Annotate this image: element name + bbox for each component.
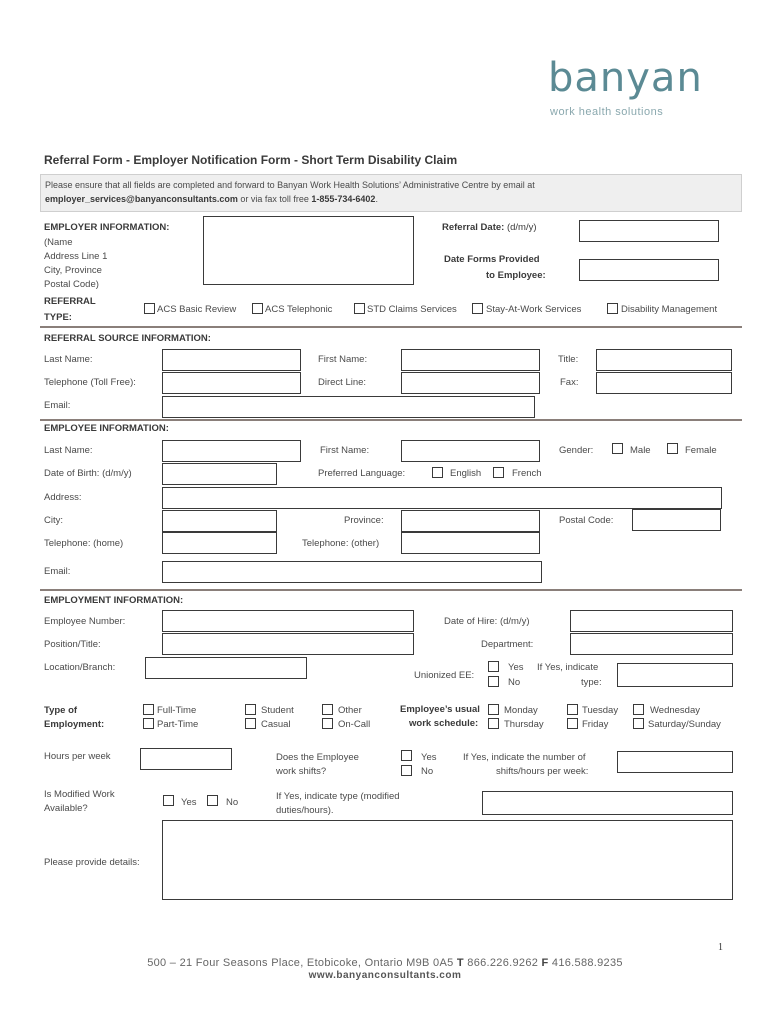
position-field[interactable] [162,633,414,655]
acs-telephonic-label: ACS Telephonic [265,304,333,315]
thursday-checkbox[interactable] [488,718,499,729]
ref-direct-line-field[interactable] [401,372,540,394]
tuesday-checkbox[interactable] [567,704,578,715]
union-type-label-1: If Yes, indicate [537,662,599,673]
unionized-yes-label: Yes [508,662,524,673]
details-label: Please provide details: [44,857,140,868]
shifts-number-field[interactable] [617,751,733,773]
other-checkbox[interactable] [322,704,333,715]
union-type-label-2: type: [581,677,602,688]
employee-heading: EMPLOYEE INFORMATION: [44,423,169,434]
ref-first-name-label: First Name: [318,354,368,365]
modified-yes-checkbox[interactable] [163,795,174,806]
ref-telephone-field[interactable] [162,372,301,394]
city-label: City: [44,515,63,526]
hire-date-field[interactable] [570,610,733,632]
province-field[interactable] [401,510,540,532]
casual-checkbox[interactable] [245,718,256,729]
modified-label-1: Is Modified Work [44,789,115,800]
position-label: Position/Title: [44,639,101,650]
employer-name-hint: (Name [44,237,73,248]
shifts-no-checkbox[interactable] [401,765,412,776]
union-type-field[interactable] [617,663,733,687]
shifts-number-label-2: shifts/hours per week: [496,766,589,777]
usual-schedule-label-2: work schedule: [409,718,479,729]
stay-at-work-label: Stay-At-Work Services [486,304,582,315]
emp-email-label: Email: [44,566,71,577]
tel-home-field[interactable] [162,532,277,554]
modified-yes-label: Yes [181,797,197,808]
province-label: Province: [344,515,384,526]
department-label: Department: [481,639,534,650]
type-of-label-1: Type of [44,705,78,716]
disability-mgmt-checkbox[interactable] [607,303,618,314]
address-label: Address: [44,492,82,503]
on-call-checkbox[interactable] [322,718,333,729]
dob-label: Date of Birth: (d/m/y) [44,468,132,479]
ref-email-field[interactable] [162,396,535,418]
section-divider [40,419,742,421]
modified-no-label: No [226,797,239,808]
instructions-contact: employer_services@banyanconsultants.com or via fax toll free 1-855-734-6402. [45,194,378,204]
dob-field[interactable] [162,463,277,485]
acs-basic-checkbox[interactable] [144,303,155,314]
ref-fax-label: Fax: [560,377,579,388]
ref-fax-field[interactable] [596,372,732,394]
emp-first-name-field[interactable] [401,440,540,462]
shifts-yes-label: Yes [421,752,437,763]
ref-last-name-label: Last Name: [44,354,93,365]
type-of-label-2: Employment: [44,719,105,730]
hours-label: Hours per week [44,751,111,762]
emp-number-label: Employee Number: [44,616,126,627]
postal-field[interactable] [632,509,721,531]
acs-telephonic-checkbox[interactable] [252,303,263,314]
stay-at-work-checkbox[interactable] [472,303,483,314]
modified-type-label-1: If Yes, indicate type (modified [276,791,400,802]
hire-date-label: Date of Hire: (d/m/y) [444,616,530,627]
gender-label: Gender: [559,445,594,456]
email-link[interactable]: employer_services@banyanconsultants.com [45,194,238,204]
details-field[interactable] [162,820,733,900]
female-label: Female [685,445,717,456]
postal-label: Postal Code: [559,515,614,526]
employer-address-hint: Address Line 1 [44,251,108,262]
ref-email-label: Email: [44,400,71,411]
referral-date-field[interactable] [579,220,719,242]
wednesday-label: Wednesday [650,705,700,716]
modified-type-field[interactable] [482,791,733,815]
ref-last-name-field[interactable] [162,349,301,371]
footer-website[interactable]: www.banyanconsultants.com [308,970,462,981]
shifts-label-2: work shifts? [276,766,327,777]
emp-last-name-field[interactable] [162,440,301,462]
emp-number-field[interactable] [162,610,414,632]
friday-label: Friday [582,719,609,730]
friday-checkbox[interactable] [567,718,578,729]
monday-label: Monday [504,705,538,716]
other-label: Other [338,705,362,716]
instructions-text: Please ensure that all fields are completed and forward to Banyan Work Health Solutions’ Administrative Centre by email at [45,180,535,190]
thursday-label: Thursday [504,719,544,730]
usual-schedule-label-1: Employee’s usual [400,704,480,715]
ref-title-field[interactable] [596,349,732,371]
employer-heading: EMPLOYER INFORMATION: [44,222,170,233]
address-field[interactable] [162,487,722,509]
employer-postal-hint: Postal Code) [44,279,99,290]
part-time-label: Part-Time [157,719,199,730]
monday-checkbox[interactable] [488,704,499,715]
acs-basic-label: ACS Basic Review [157,304,237,315]
referral-source-heading: REFERRAL SOURCE INFORMATION: [44,333,211,344]
hours-field[interactable] [140,748,232,770]
male-checkbox[interactable] [612,443,623,454]
wednesday-checkbox[interactable] [633,704,644,715]
modified-type-label-2: duties/hours). [276,805,334,816]
std-claims-checkbox[interactable] [354,303,365,314]
female-checkbox[interactable] [667,443,678,454]
language-label: Preferred Language: [318,468,406,479]
male-label: Male [630,445,651,456]
logo-wordmark: banyan [548,55,703,101]
ref-direct-line-label: Direct Line: [318,377,367,388]
part-time-checkbox[interactable] [143,718,154,729]
instructions-banner [40,174,742,212]
modified-label-2: Available? [44,803,88,814]
referral-type-label-2: TYPE: [44,312,72,323]
ref-telephone-label: Telephone (Toll Free): [44,377,136,388]
on-call-label: On-Call [338,719,371,730]
shifts-no-label: No [421,766,434,777]
page-number: 1 [718,942,723,953]
fax-number: 1-855-734-6402 [311,194,376,204]
english-checkbox[interactable] [432,467,443,478]
employer-city-hint: City, Province [44,265,102,276]
ref-first-name-field[interactable] [401,349,540,371]
department-field[interactable] [570,633,733,655]
french-checkbox[interactable] [493,467,504,478]
form-title: Referral Form - Employer Notification Form - Short Term Disability Claim [44,153,458,167]
casual-label: Casual [261,719,291,730]
referral-date-label: Referral Date: (d/m/y) [442,222,537,233]
tel-other-field[interactable] [401,532,540,554]
unionized-label: Unionized EE: [414,670,475,681]
unionized-yes-checkbox[interactable] [488,661,499,672]
full-time-checkbox[interactable] [143,704,154,715]
std-claims-label: STD Claims Services [367,304,457,315]
shifts-label-1: Does the Employee [276,752,359,763]
emp-last-name-label: Last Name: [44,445,93,456]
modified-no-checkbox[interactable] [207,795,218,806]
logo-tagline: work health solutions [550,106,664,118]
date-forms-label-1: Date Forms Provided [444,254,540,265]
location-field[interactable] [145,657,307,679]
tel-home-label: Telephone: (home) [44,538,124,549]
ref-title-label: Title: [558,354,579,365]
date-forms-label-2: to Employee: [486,270,546,281]
referral-type-label-1: REFERRAL [44,296,96,307]
section-divider [40,326,742,328]
city-field[interactable] [162,510,277,532]
unionized-no-label: No [508,677,521,688]
student-label: Student [261,705,294,716]
tuesday-label: Tuesday [582,705,619,716]
section-divider [40,589,742,591]
shifts-yes-checkbox[interactable] [401,750,412,761]
unionized-no-checkbox[interactable] [488,676,499,687]
tel-other-label: Telephone: (other) [302,538,380,549]
french-label: French [512,468,542,479]
sat-sun-checkbox[interactable] [633,718,644,729]
disability-mgmt-label: Disability Management [621,304,718,315]
sat-sun-label: Saturday/Sunday [648,719,721,730]
full-time-label: Full-Time [157,705,197,716]
english-label: English [450,468,482,479]
company-logo [548,56,718,126]
student-checkbox[interactable] [245,704,256,715]
date-forms-field[interactable] [579,259,719,281]
footer-address: 500 – 21 Four Seasons Place, Etobicoke, Ontario M9B 0A5 T 866.226.9262 F 416.588.9235 [147,957,623,969]
shifts-number-label-1: If Yes, indicate the number of [463,752,586,763]
emp-first-name-label: First Name: [320,445,370,456]
emp-email-field[interactable] [162,561,542,583]
employment-heading: EMPLOYMENT INFORMATION: [44,595,184,606]
employer-info-field[interactable] [203,216,414,285]
location-label: Location/Branch: [44,662,116,673]
